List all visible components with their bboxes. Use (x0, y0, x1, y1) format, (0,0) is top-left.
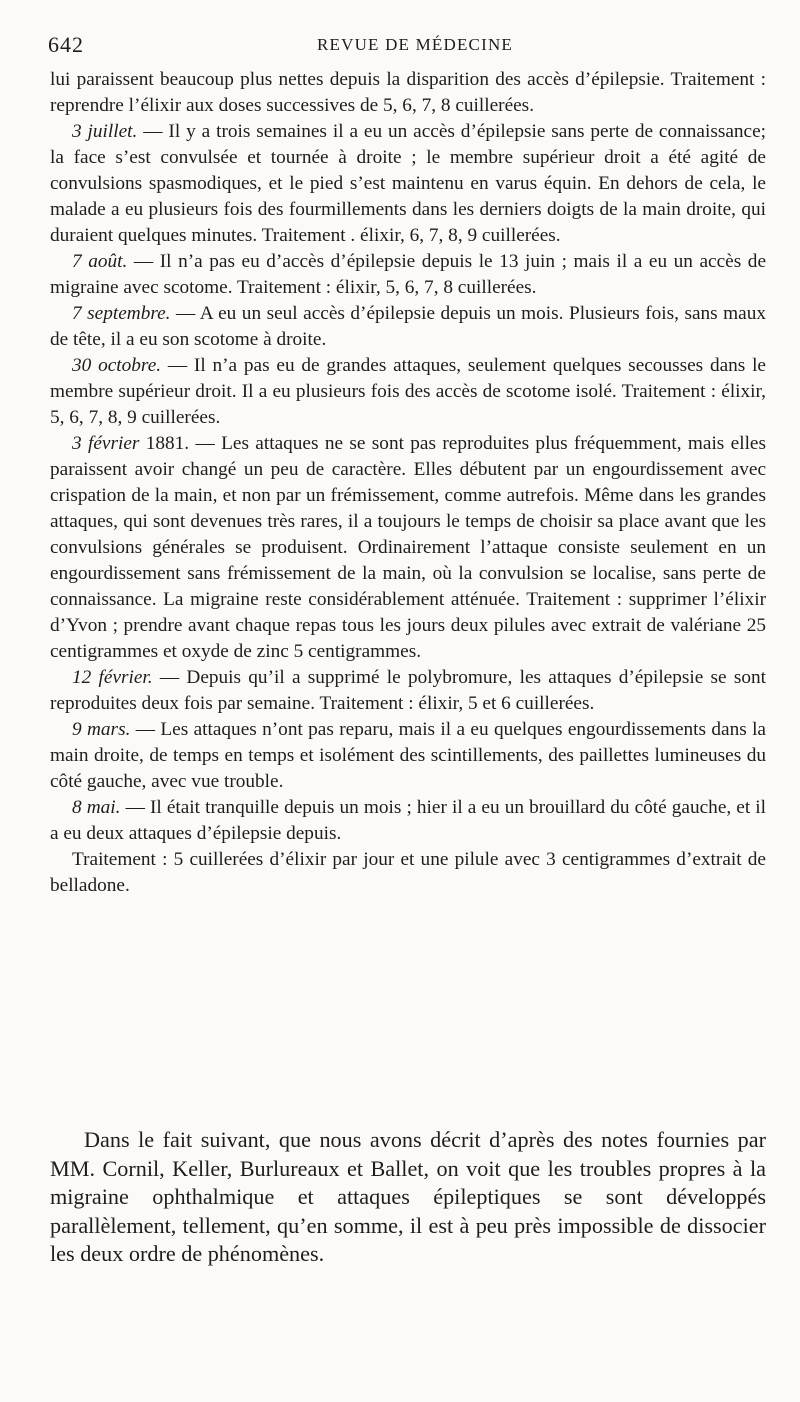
entry-date: 3 février (72, 433, 140, 454)
paragraph (50, 67, 766, 119)
entry-paragraph (50, 119, 766, 249)
page-header (48, 32, 752, 62)
entry-date: 12 février. (72, 667, 153, 688)
entry-text: — Il était tranquille depuis un mois ; hier il a eu un brouillard du côté gauche, et il a eu deux attaques d’épilepsie depuis. (50, 797, 767, 844)
entry-date: 9 mars. (72, 719, 131, 740)
paragraph-text: Traitement : 5 cuillerées d’élixir par jour et une pilule avec 3 centigrammes d’extrait de belladone. (50, 849, 766, 896)
entry-text: — A eu un seul accès d’épilepsie depuis un mois. Plusieurs fois, sans maux de tête, il a eu son scotome à droite. (50, 303, 766, 350)
entry-paragraph (50, 717, 766, 795)
entry-text: — Les attaques n’ont pas reparu, mais il a eu quelques engourdissements dans la main droite, de temps en temps et isolément des scintillements, des paillettes lumineuses du côté gauche, avec vue trouble. (50, 719, 766, 792)
final-paragraph: Dans le fait suivant, que nous avons décrit d’après des notes fournies par MM. Cornil, Keller, Burlureaux et Ballet, on voit que les troubles propres à la migraine ophthalmique et attaques épileptiques se sont développés parallèlement, tellement, qu’en somme, il est à peu près impossible de dissocier les deux ordre de phénomènes. (50, 1127, 766, 1266)
entry-text: — Il n’a pas eu d’accès d’épilepsie depuis le 13 juin ; mais il a eu un accès de migraine avec scotome. Traitement : élixir, 5, 6, 7, 8 cuillerées. (50, 251, 767, 298)
entry-date: 7 septembre. (72, 303, 171, 324)
entry-text: — Il n’a pas eu de grandes attaques, seulement quelques secousses dans le membre supérieur droit. Il a eu plusieurs fois des accès de scotome isolé. Traitement : élixir, 5, 6, 7, 8, 9 cuillerées. (50, 355, 766, 428)
entry-paragraph (50, 795, 766, 847)
entry-paragraph (50, 301, 766, 353)
entry-paragraph (50, 665, 766, 717)
case-notes (50, 67, 766, 899)
entry-paragraph (50, 431, 766, 665)
paragraph (50, 847, 766, 899)
entry-text: — Depuis qu’il a supprimé le polybromure, les attaques d’épilepsie se sont reproduites deux fois par semaine. Traitement : élixir, 5 et 6 cuillerées. (50, 667, 767, 714)
running-head: REVUE DE MÉDECINE (316, 35, 514, 54)
entry-date: 3 juillet. (72, 121, 138, 142)
paragraph-text: lui paraissent beaucoup plus nettes depuis la disparition des accès d’épilepsie. Traitement : reprendre l’élixir aux doses successives de 5, 6, 7, 8 cuillerées. (50, 69, 766, 116)
entry-text: — Il y a trois semaines il a eu un accès d’épilepsie sans perte de connaissance; la face s’est convulsée et tournée à droite ; le membre supérieur droit a été agité de convulsions spasmodiques, et le pied s’est maintenu en varus équin. En dehors de cela, le malade a eu plusieurs fois des fourmillements dans les derniers doigts de la main droite, qui duraient quelques minutes. Traitement . élixir, 6, 7, 8, 9 cuillerées. (50, 121, 766, 246)
entry-date: 8 mai. (72, 797, 121, 818)
entry-paragraph (50, 353, 766, 431)
entry-date: 7 août. (72, 251, 128, 272)
entry-paragraph (50, 249, 766, 301)
entry-text: 1881. — Les attaques ne se sont pas reproduites plus fréquemment, mais elles paraissent avoir changé un peu de caractère. Elles débutent par un engourdissement avec crispation de la main, et non par un frémissement, comme autrefois. Même dans les grandes attaques, qui sont devenues très rares, il a toujours le temps de choisir sa place avant que les convulsions générales se produisent. Ordinairement l’attaque consiste seulement en un engourdissement sans frémissement de la main, où la convulsion se localise, sans perte de connaissance. La migraine reste considérablement atténuée. Traitement : supprimer l’élixir d’Yvon ; prendre avant chaque repas tous les jours deux pilules avec extrait de valériane 25 centigrammes et oxyde de zinc 5 centigrammes. (50, 433, 766, 662)
page-number: 642 (48, 32, 84, 57)
entry-date: 30 octobre. (72, 355, 162, 376)
